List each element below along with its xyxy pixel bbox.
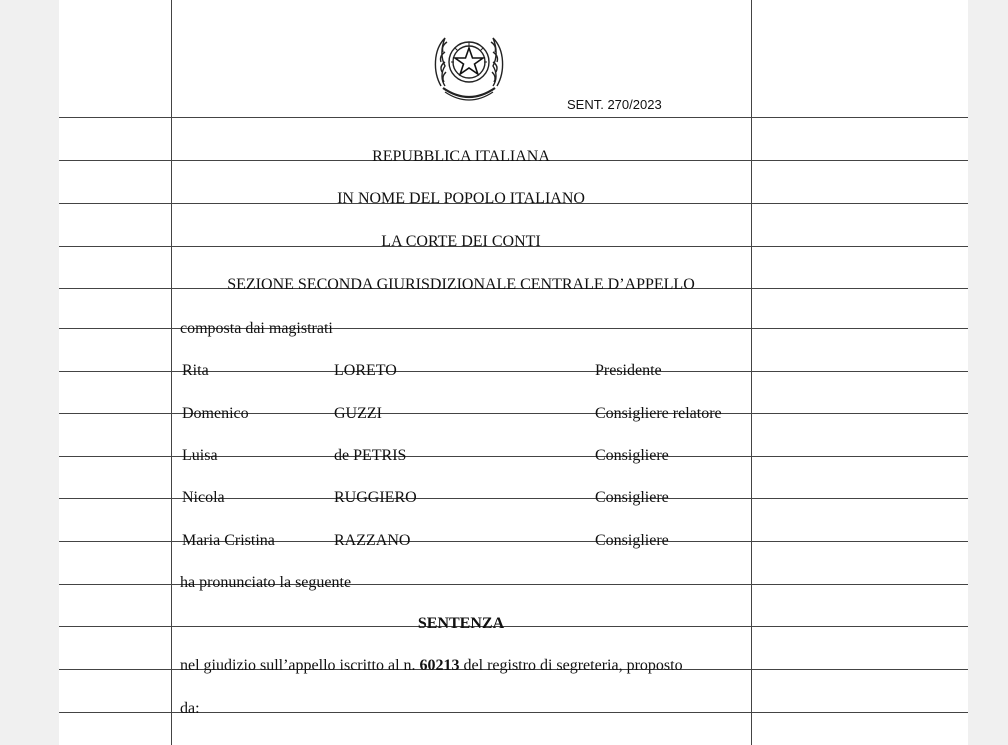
- magistrate-role: Consigliere: [595, 447, 669, 464]
- magistrate-first-name: Domenico: [182, 405, 249, 422]
- sentence-number: SENT. 270/2023: [567, 97, 662, 112]
- composed-intro: composta dai magistrati: [180, 320, 333, 337]
- appeal-line-2: da:: [180, 700, 200, 717]
- ruled-line: [59, 117, 968, 118]
- magistrate-last-name: LORETO: [334, 362, 397, 379]
- left-margin-line: [171, 0, 172, 745]
- magistrate-role: Presidente: [595, 362, 662, 379]
- pronounced-line: ha pronunciato la seguente: [180, 574, 352, 591]
- magistrate-first-name: Rita: [182, 362, 209, 379]
- magistrate-last-name: RAZZANO: [334, 532, 411, 549]
- appeal-number: 60213: [419, 657, 460, 674]
- sentenza-title: SENTENZA: [417, 615, 505, 632]
- magistrate-role: Consigliere relatore: [595, 405, 722, 422]
- heading-nome-popolo: IN NOME DEL POPOLO ITALIANO: [337, 190, 585, 207]
- heading-corte-conti: LA CORTE DEI CONTI: [381, 233, 541, 250]
- heading-sezione: SEZIONE SECONDA GIURISDIZIONALE CENTRALE D’APPELLO: [227, 276, 695, 293]
- magistrate-first-name: Nicola: [182, 489, 225, 506]
- appeal-suffix: del registro di segreteria, proposto: [459, 657, 683, 674]
- magistrate-role: Consigliere: [595, 532, 669, 549]
- magistrate-first-name: Maria Cristina: [182, 532, 275, 549]
- right-margin-line: [751, 0, 752, 745]
- document-page: [59, 0, 968, 745]
- magistrate-first-name: Luisa: [182, 447, 218, 464]
- magistrate-last-name: de PETRIS: [334, 447, 407, 464]
- heading-repubblica: REPUBBLICA ITALIANA: [372, 148, 550, 165]
- italian-emblem-icon: [431, 24, 507, 106]
- appeal-prefix: nel giudizio sull’appello iscritto al n.: [180, 657, 420, 674]
- magistrate-last-name: GUZZI: [334, 405, 382, 422]
- appeal-paragraph: [180, 657, 683, 675]
- magistrate-last-name: RUGGIERO: [334, 489, 417, 506]
- magistrate-role: Consigliere: [595, 489, 669, 506]
